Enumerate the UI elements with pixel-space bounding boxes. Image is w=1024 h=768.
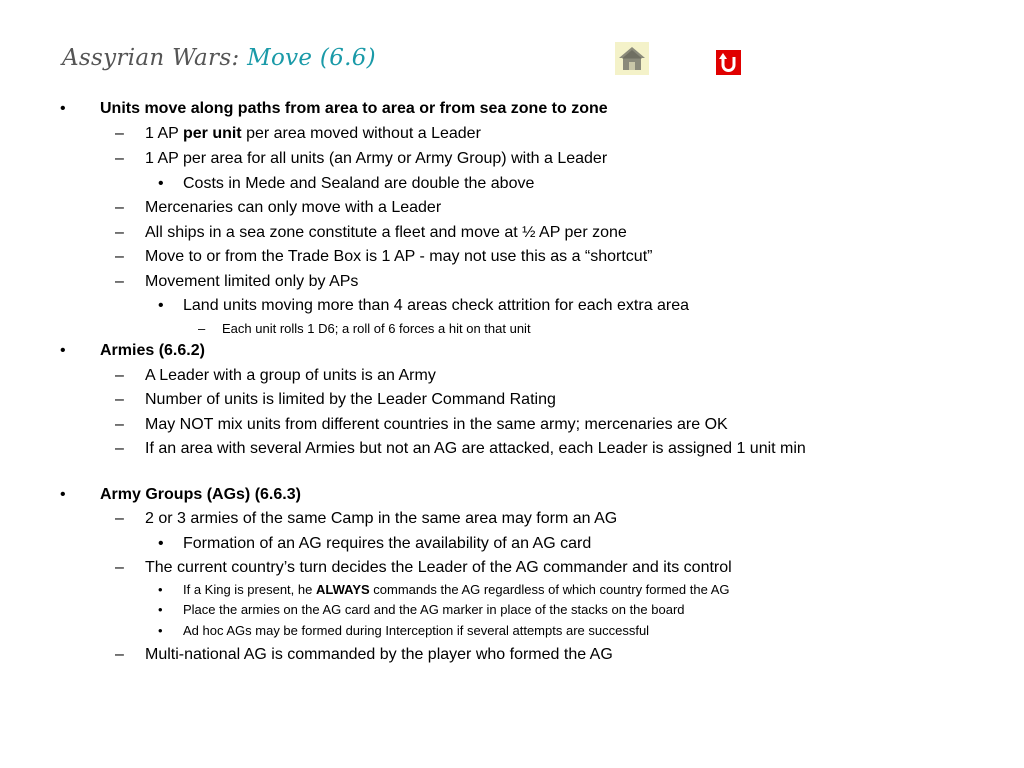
bullet-item: [183, 536, 591, 552]
title-topic: Move (6.6): [247, 45, 376, 71]
dash-marker: –: [115, 646, 124, 663]
dash-marker: –: [115, 510, 124, 527]
dash-marker: –: [115, 440, 124, 457]
dash-marker: –: [115, 273, 124, 290]
bullet-item: [183, 603, 685, 616]
bullet-item: [100, 343, 205, 359]
bullet-marker: •: [158, 623, 163, 638]
dash-marker: –: [115, 559, 124, 576]
dash-marker: –: [115, 391, 124, 408]
bullet-item: [145, 368, 436, 384]
bullet-item: [145, 392, 556, 408]
bullet-text: Land units moving more than 4 areas check attrition for each extra area: [183, 297, 690, 314]
bullet-marker: •: [158, 535, 164, 552]
dash-marker: –: [198, 321, 206, 336]
bullet-text-bold: Units move along paths from area to area or from sea zone to zone: [100, 100, 608, 117]
bullet-text: May NOT mix units from different countries in the same army; mercenaries are OK: [145, 416, 728, 433]
bullet-item: [145, 560, 732, 576]
bullet-text: commands the AG regardless of which country formed the AG: [369, 582, 730, 597]
home-button[interactable]: [615, 42, 649, 75]
bullet-marker: •: [158, 175, 164, 192]
bullet-text-bold: per unit: [182, 125, 242, 142]
bullet-item: [145, 417, 728, 433]
bullet-marker: •: [158, 582, 163, 597]
bullet-text: Mercenaries can only move with a Leader: [145, 199, 442, 216]
bullet-item: [183, 298, 689, 314]
dash-marker: –: [115, 248, 124, 265]
bullet-marker: •: [158, 602, 163, 617]
bullet-text: Number of units is limited by the Leader Command Rating: [145, 391, 556, 408]
bullet-text: If an area with several Armies but not an AG are attacked, each Leader is assigned 1 unit min: [145, 440, 806, 457]
bullet-item: [145, 441, 806, 457]
bullet-text: The current country’s turn decides the Leader of the AG commander and its control: [145, 559, 732, 576]
bullet-item: [145, 200, 441, 216]
bullet-item: [145, 647, 613, 663]
bullet-text: 2 or 3 armies of the same Camp in the same area may form an AG: [145, 510, 618, 527]
bullet-marker: •: [60, 342, 66, 359]
bullet-item: [183, 176, 534, 192]
bullet-text: Movement limited only by APs: [145, 273, 359, 290]
bullet-item: [145, 225, 627, 241]
bullet-text: Costs in Mede and Sealand are double the above: [183, 175, 535, 192]
bullet-text: All ships in a sea zone constitute a fleet and move at ½ AP per zone: [145, 224, 627, 241]
return-icon: [716, 50, 741, 75]
bullet-text: Each unit rolls 1 D6; a roll of 6 forces a hit on that unit: [222, 321, 531, 336]
bullet-text: 1 AP: [145, 125, 183, 142]
bullet-item: [183, 583, 730, 596]
bullet-text: Place the armies on the AG card and the AG marker in place of the stacks on the board: [183, 602, 685, 617]
bullet-item: [222, 322, 531, 335]
bullet-item: [183, 624, 649, 637]
bullet-marker: •: [60, 100, 66, 117]
bullet-text-bold: ALWAYS: [315, 582, 370, 597]
home-icon: [615, 42, 649, 75]
title-prefix: Assyrian Wars:: [62, 45, 248, 71]
bullet-marker: •: [60, 486, 66, 503]
bullet-text: A Leader with a group of units is an Army: [145, 367, 436, 384]
bullet-item: [145, 126, 481, 142]
bullet-text: per area moved without a Leader: [241, 125, 481, 142]
bullet-item: [145, 274, 358, 290]
dash-marker: –: [115, 416, 124, 433]
bullet-item: [145, 511, 617, 527]
bullet-item: [100, 101, 608, 117]
dash-marker: –: [115, 224, 124, 241]
dash-marker: –: [115, 125, 124, 142]
bullet-text: Move to or from the Trade Box is 1 AP - may not use this as a “shortcut”: [145, 248, 653, 265]
dash-marker: –: [115, 367, 124, 384]
bullet-item: [145, 249, 652, 265]
slide-title: [62, 45, 376, 71]
bullet-marker: •: [158, 297, 164, 314]
bullet-text: Ad hoc AGs may be formed during Interception if several attempts are successful: [183, 623, 650, 638]
bullet-text: If a King is present, he: [183, 582, 316, 597]
bullet-item: [100, 487, 301, 503]
dash-marker: –: [115, 150, 124, 167]
return-button[interactable]: [716, 50, 741, 75]
dash-marker: –: [115, 199, 124, 216]
bullet-text: 1 AP per area for all units (an Army or Army Group) with a Leader: [145, 150, 608, 167]
bullet-item: [145, 151, 607, 167]
bullet-text-bold: Armies (6.6.2): [100, 342, 205, 359]
bullet-text: Multi-national AG is commanded by the player who formed the AG: [145, 646, 613, 663]
bullet-text-bold: Army Groups (AGs) (6.6.3): [100, 486, 301, 503]
bullet-text: Formation of an AG requires the availability of an AG card: [183, 535, 592, 552]
